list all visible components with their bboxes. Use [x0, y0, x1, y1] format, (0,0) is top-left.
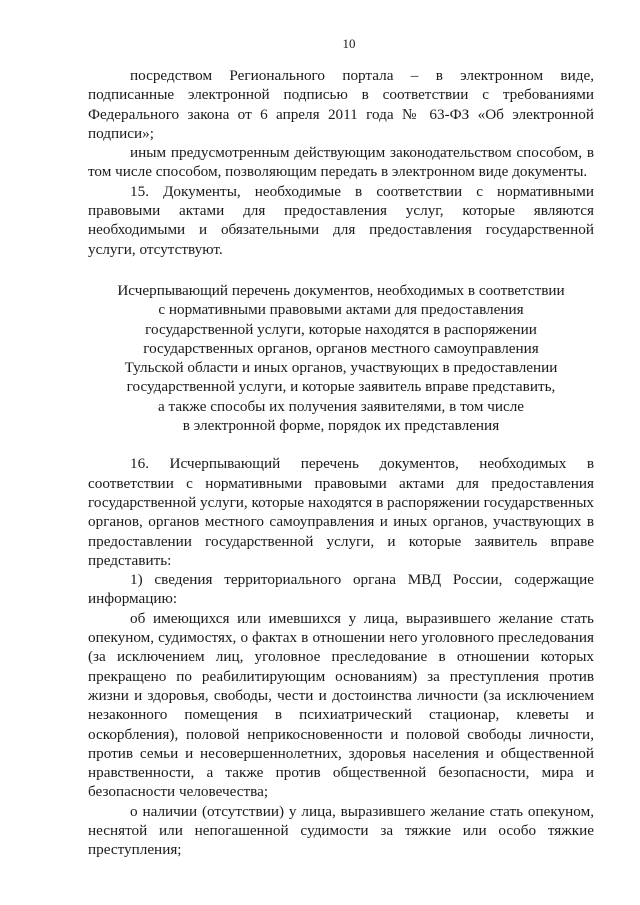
- paragraph-subitem-1: 1) сведения территориального органа МВД России, содержащие информацию:: [88, 571, 594, 608]
- section-gap: [88, 435, 594, 454]
- paragraph-submission-portal: посредством Регионального портала – в электронном виде, подписанные электронной подписью в соответствии с требованиями Федерального закона от 6 апреля 2011 года № 63-ФЗ «Об электронной подписи»;: [88, 67, 594, 142]
- heading-line: государственной услуги, и которые заявитель вправе представить,: [126, 378, 556, 396]
- heading-line: государственной услуги, которые находятся в распоряжении: [145, 320, 537, 338]
- page-number: 10: [342, 36, 356, 51]
- section-heading: [88, 281, 594, 435]
- heading-line: Исчерпывающий перечень документов, необходимых в соответствии: [117, 281, 565, 299]
- section-gap: [88, 259, 594, 281]
- heading-line: в электронной форме, порядок их представления: [182, 417, 500, 435]
- paragraph-item-16: 16. Исчерпывающий перечень документов, необходимых в соответствии с нормативными правовыми актами для предоставления государственной услуги, которые находятся в распоряжении государственных органов, органов местного самоуправления и иных органов, участвующих в предоставлении государственной услуги, и которые заявитель вправе представить:: [88, 455, 594, 569]
- heading-line: а также способы их получения заявителями, в том числе: [157, 397, 525, 415]
- paragraph-submission-other: иным предусмотренным действующим законодательством способом, в том числе способом, позволяющим передать в электронном виде документы.: [88, 144, 594, 181]
- paragraph-criminal-records: об имеющихся или имевшихся у лица, выразившего желание стать опекуном, судимостях, о фактах в отношении него уголовного преследования (за исключением лиц, уголовное преследование в отношении которых прекращено по реабилитирующим основаниям) за преступления против жизни и здоровья, свободы, чести и достоинства личности (за исключением незаконного помещения в психиатрический стационар, клеветы и оскорбления), половой неприкосновенности и половой свободы личности, против семьи и несовершеннолетних, здоровья населения и общественной нравственности, а также против общественной безопасности, мира и безопасности человечества;: [88, 609, 594, 801]
- heading-line: государственных органов, органов местного самоуправления: [143, 339, 539, 357]
- heading-line: с нормативными правовыми актами для предоставления: [158, 301, 524, 319]
- paragraph-item-15: 15. Документы, необходимые в соответствии с нормативными правовыми актами для предоставления услуг, которые являются необходимыми и обязательными для предоставления государственной услуги, отсутствуют.: [88, 182, 594, 258]
- heading-line: Тульской области и иных органов, участвующих в предоставлении: [124, 359, 558, 377]
- paragraph-conviction-status: о наличии (отсутствии) у лица, выразившего желание стать опекуном, неснятой или непогашенной судимости за тяжкие или особо тяжкие преступления;: [88, 802, 594, 859]
